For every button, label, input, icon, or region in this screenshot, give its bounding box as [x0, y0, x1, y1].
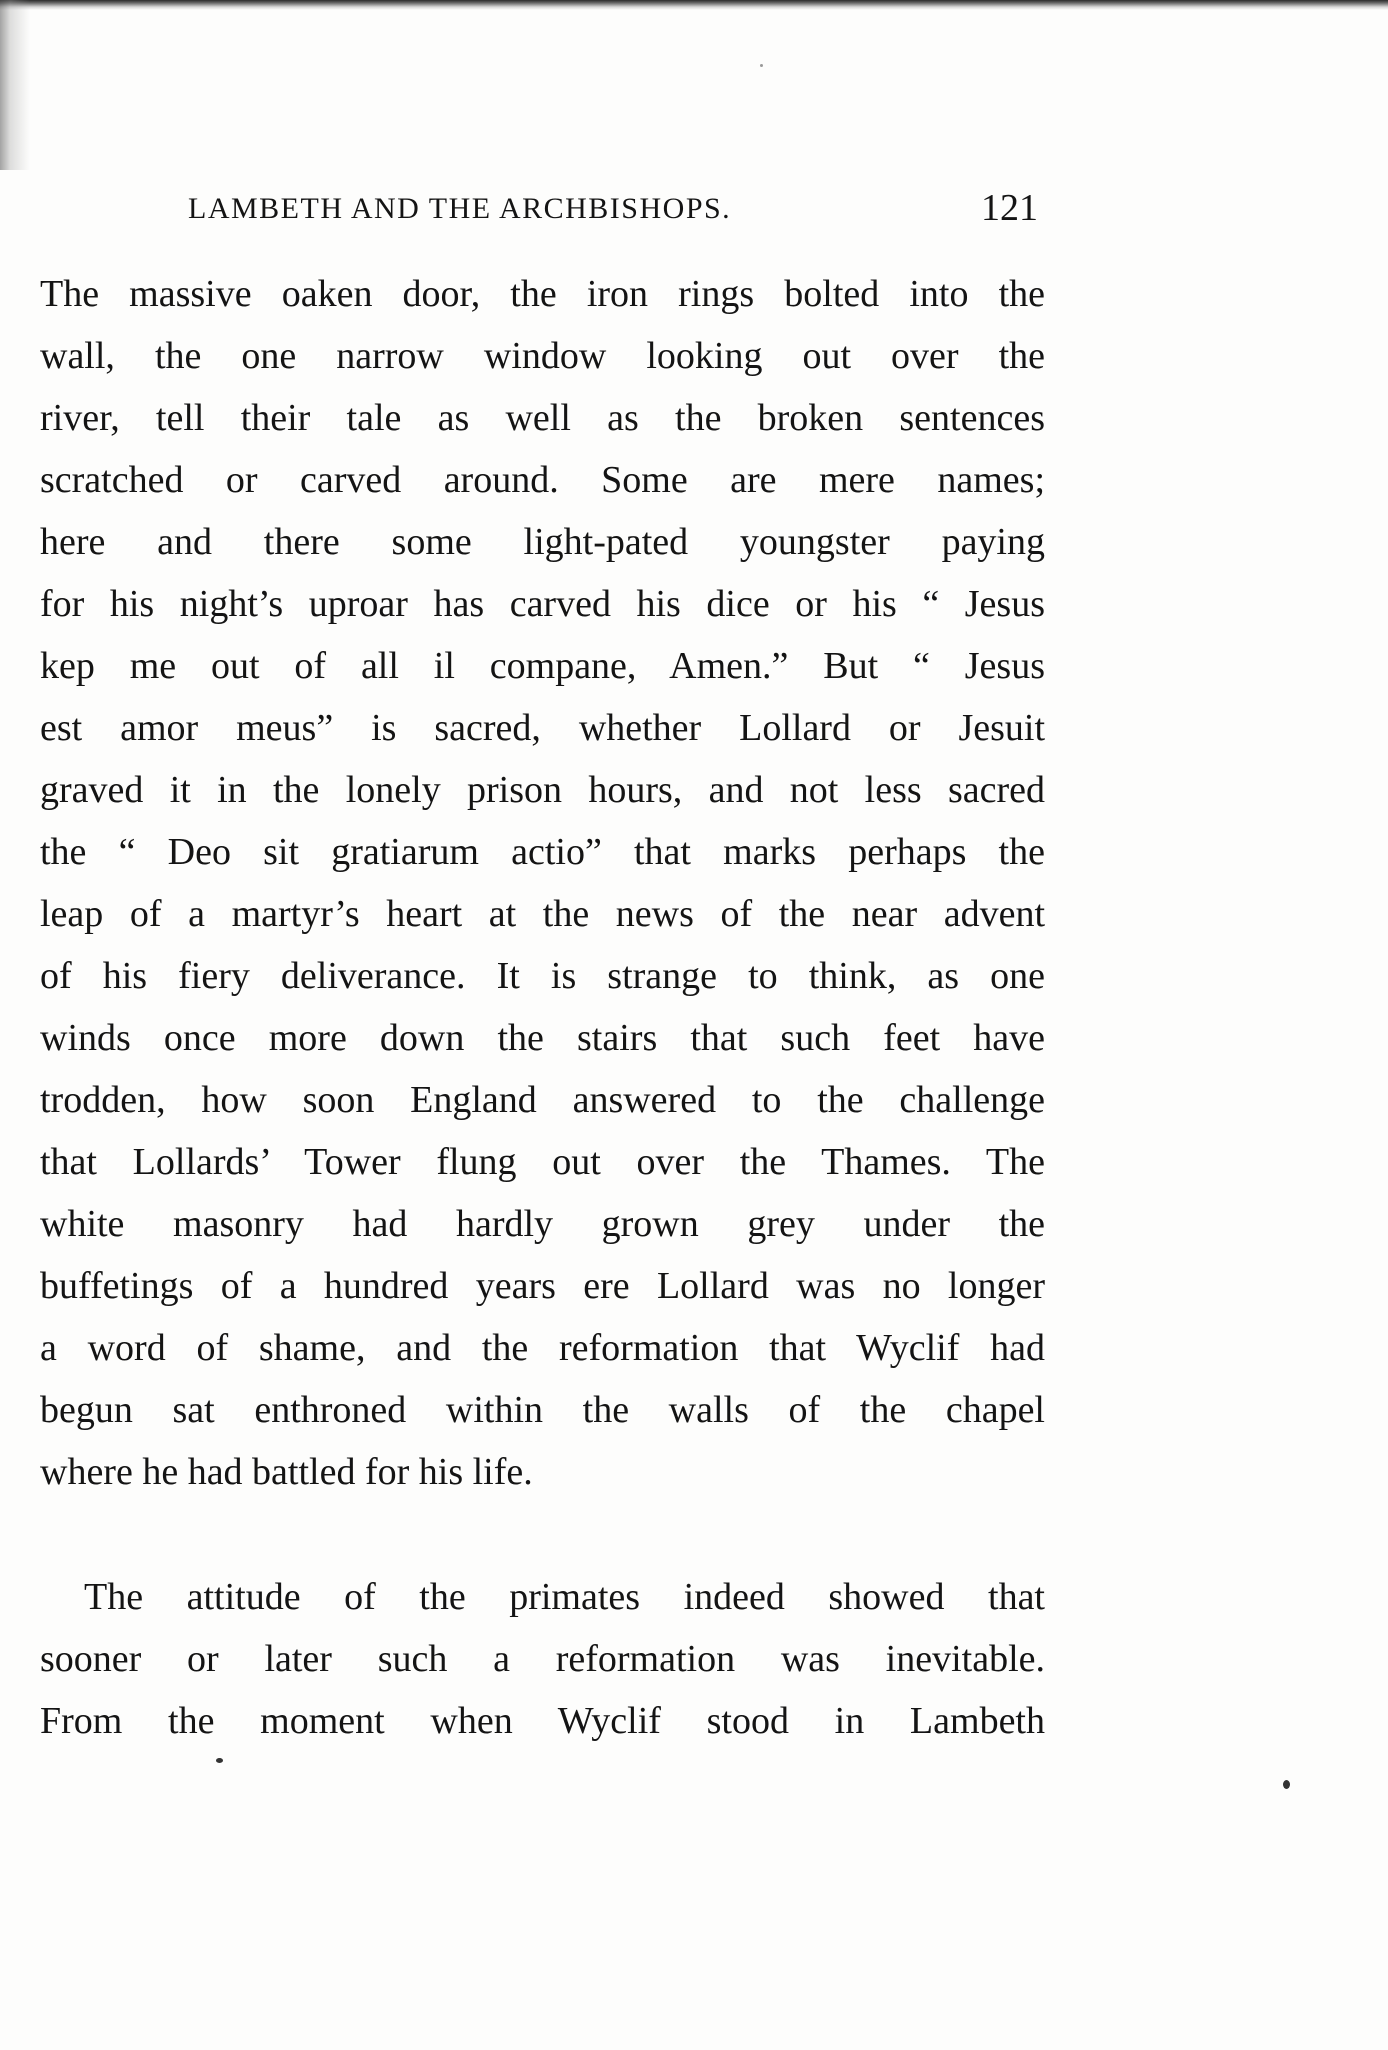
text-line: river, tell their tale as well as the broken sentences — [40, 397, 1045, 439]
text-line: winds once more down the stairs that such feet have — [40, 1017, 1045, 1059]
text-line: est amor meus” is sacred, whether Lollard or Jesuit — [40, 707, 1045, 749]
paragraph-1 — [40, 263, 1045, 1503]
page-number: 121 — [981, 187, 1038, 229]
text-line: where he had battled for his life. — [40, 1451, 533, 1493]
text-line: that Lollards’ Tower flung out over the Thames. The — [40, 1141, 1045, 1183]
text-line: the “ Deo sit gratiarum actio” that marks perhaps the — [40, 831, 1045, 873]
text-line: From the moment when Wyclif stood in Lambeth — [40, 1700, 1045, 1742]
text-line: a word of shame, and the reformation that Wyclif had — [40, 1327, 1045, 1369]
ink-speck — [216, 1758, 223, 1763]
text-line: begun sat enthroned within the walls of the chapel — [40, 1389, 1045, 1431]
text-line: The attitude of the primates indeed showed that — [84, 1576, 1045, 1618]
text-line: The massive oaken door, the iron rings bolted into the — [40, 273, 1045, 315]
text-line: scratched or carved around. Some are mere names; — [40, 459, 1045, 501]
text-line: sooner or later such a reformation was inevitable. — [40, 1638, 1045, 1680]
text-line: leap of a martyr’s heart at the news of the near advent — [40, 893, 1045, 935]
text-line: wall, the one narrow window looking out over the — [40, 335, 1045, 377]
text-line: of his fiery deliverance. It is strange to think, as one — [40, 955, 1045, 997]
running-head: LAMBETH AND THE ARCHBISHOPS. — [188, 192, 732, 225]
text-line: white masonry had hardly grown grey under the — [40, 1203, 1045, 1245]
text-line: trodden, how soon England answered to the challenge — [40, 1079, 1045, 1121]
text-line: for his night’s uproar has carved his dice or his “ Jesus — [40, 583, 1045, 625]
text-line: kep me out of all il compane, Amen.” But “ Jesus — [40, 645, 1045, 687]
text-line: here and there some light-pated youngster paying — [40, 521, 1045, 563]
text-line: buffetings of a hundred years ere Lollard was no longer — [40, 1265, 1045, 1307]
ink-speck — [1283, 1780, 1290, 1789]
page-header — [188, 186, 1038, 236]
paragraph-2 — [40, 1566, 1045, 1752]
page-top-edge-shadow — [0, 0, 1388, 10]
page-left-edge-shadow — [0, 0, 30, 170]
text-line: graved it in the lonely prison hours, and not less sacred — [40, 769, 1045, 811]
ink-speck — [760, 64, 763, 67]
